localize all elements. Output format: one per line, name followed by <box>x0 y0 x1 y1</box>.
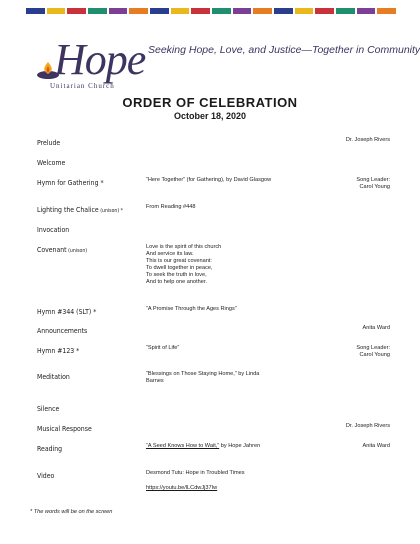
service-item-label: Video <box>37 471 55 480</box>
service-item-label: Covenant (unison) <box>37 245 88 254</box>
color-stripe-segment <box>129 8 148 14</box>
color-stripe-segment <box>191 8 210 14</box>
detail-line: From Reading #448 <box>146 204 196 210</box>
leader-line: Carol Young <box>359 352 390 358</box>
video-link[interactable]: https://youtu.be/lLCdwJj37Iw <box>146 485 218 491</box>
detail-line: “Blessings on Those Staying Home,” by Linda <box>146 371 260 377</box>
detail-line: And to help one another. <box>146 279 207 285</box>
detail-line: “Here Together” (for Gathering), by David Glasgow <box>146 177 272 183</box>
leader-line: Song Leader: <box>356 177 390 183</box>
detail-line: Barnes <box>146 378 164 384</box>
detail-line: “A Promise Through the Ages Rings” <box>146 306 237 312</box>
service-item-leader <box>363 325 390 332</box>
color-stripe-segment <box>274 8 293 14</box>
service-item-label: Musical Response <box>37 424 92 433</box>
detail-line: Love is the spirit of this church <box>146 244 222 250</box>
color-stripe-segment <box>212 8 231 14</box>
color-stripe-segment <box>26 8 45 14</box>
service-item-label: Welcome <box>37 158 66 167</box>
service-item-label: Meditation <box>37 372 70 381</box>
leader-line: Carol Young <box>359 184 390 190</box>
service-item-leader <box>356 345 390 359</box>
color-stripe-segment <box>295 8 314 14</box>
service-item-leader <box>356 177 390 191</box>
leader-line: Dr. Joseph Rivers <box>345 137 390 143</box>
color-stripe-segment <box>150 8 169 14</box>
service-item-detail <box>146 244 318 286</box>
color-stripe-segment <box>315 8 334 14</box>
color-stripe-segment <box>47 8 66 14</box>
color-stripe-segment <box>233 8 252 14</box>
service-item-leader <box>363 443 390 450</box>
service-item-label: Prelude <box>37 138 61 147</box>
service-item-label: Invocation <box>37 225 70 234</box>
service-item-leader <box>346 137 390 144</box>
service-item-label: Hymn #344 (SLT) * <box>37 307 97 316</box>
logo-subtitle: Unitarian Church <box>50 82 115 90</box>
page-title: ORDER OF CELEBRATION <box>122 95 298 110</box>
detail-line <box>146 477 318 484</box>
service-item-label: Hymn #123 * <box>37 346 80 355</box>
service-item-detail <box>146 177 318 184</box>
detail-line: This is our great covenant: <box>146 258 212 264</box>
reading-title-link[interactable]: “A Seed Knows How to Wait,” <box>146 443 220 449</box>
leader-line: Anita Ward <box>362 325 390 331</box>
service-item-label: Announcements <box>37 326 88 335</box>
color-stripe-segment <box>336 8 355 14</box>
tagline: Seeking Hope, Love, and Justice—Together in Community <box>148 44 420 56</box>
color-stripe-segment <box>377 8 396 14</box>
leader-line: Dr. Joseph Rivers <box>345 423 390 429</box>
service-item-detail <box>146 204 318 211</box>
service-item-detail: “A Seed Knows How to Wait,” by Hope Jahren <box>146 443 261 449</box>
service-item-label: Reading <box>37 444 63 453</box>
detail-line: Desmond Tutu: Hope in Troubled Times <box>146 470 245 476</box>
detail-line: “Spirit of Life” <box>146 345 180 351</box>
color-stripe-segment <box>67 8 86 14</box>
service-item-detail <box>146 470 318 492</box>
leader-line: Song Leader: <box>356 345 390 351</box>
color-stripe-segment <box>253 8 272 14</box>
color-stripe-segment <box>88 8 107 14</box>
color-stripe <box>26 8 396 14</box>
leader-line: Anita Ward <box>362 443 390 449</box>
service-item-detail <box>146 345 318 352</box>
color-stripe-segment <box>171 8 190 14</box>
service-date: October 18, 2020 <box>173 111 247 121</box>
service-item-detail <box>146 371 318 385</box>
service-item-label: Lighting the Chalice (unison) * <box>37 205 123 214</box>
service-item-label: Silence <box>37 404 60 413</box>
logo-wordmark: Hope <box>54 35 146 84</box>
color-stripe-segment <box>109 8 128 14</box>
color-stripe-segment <box>357 8 376 14</box>
footnote: * The words will be on the screen <box>30 509 113 515</box>
service-item-detail <box>146 306 318 313</box>
service-item-leader <box>346 423 390 430</box>
detail-line: To seek the truth in love, <box>146 272 207 278</box>
church-logo <box>22 35 146 90</box>
detail-line: To dwell together in peace, <box>146 265 213 271</box>
service-item-label: Hymn for Gathering * <box>37 178 104 187</box>
detail-line: And service its law. <box>146 251 194 257</box>
